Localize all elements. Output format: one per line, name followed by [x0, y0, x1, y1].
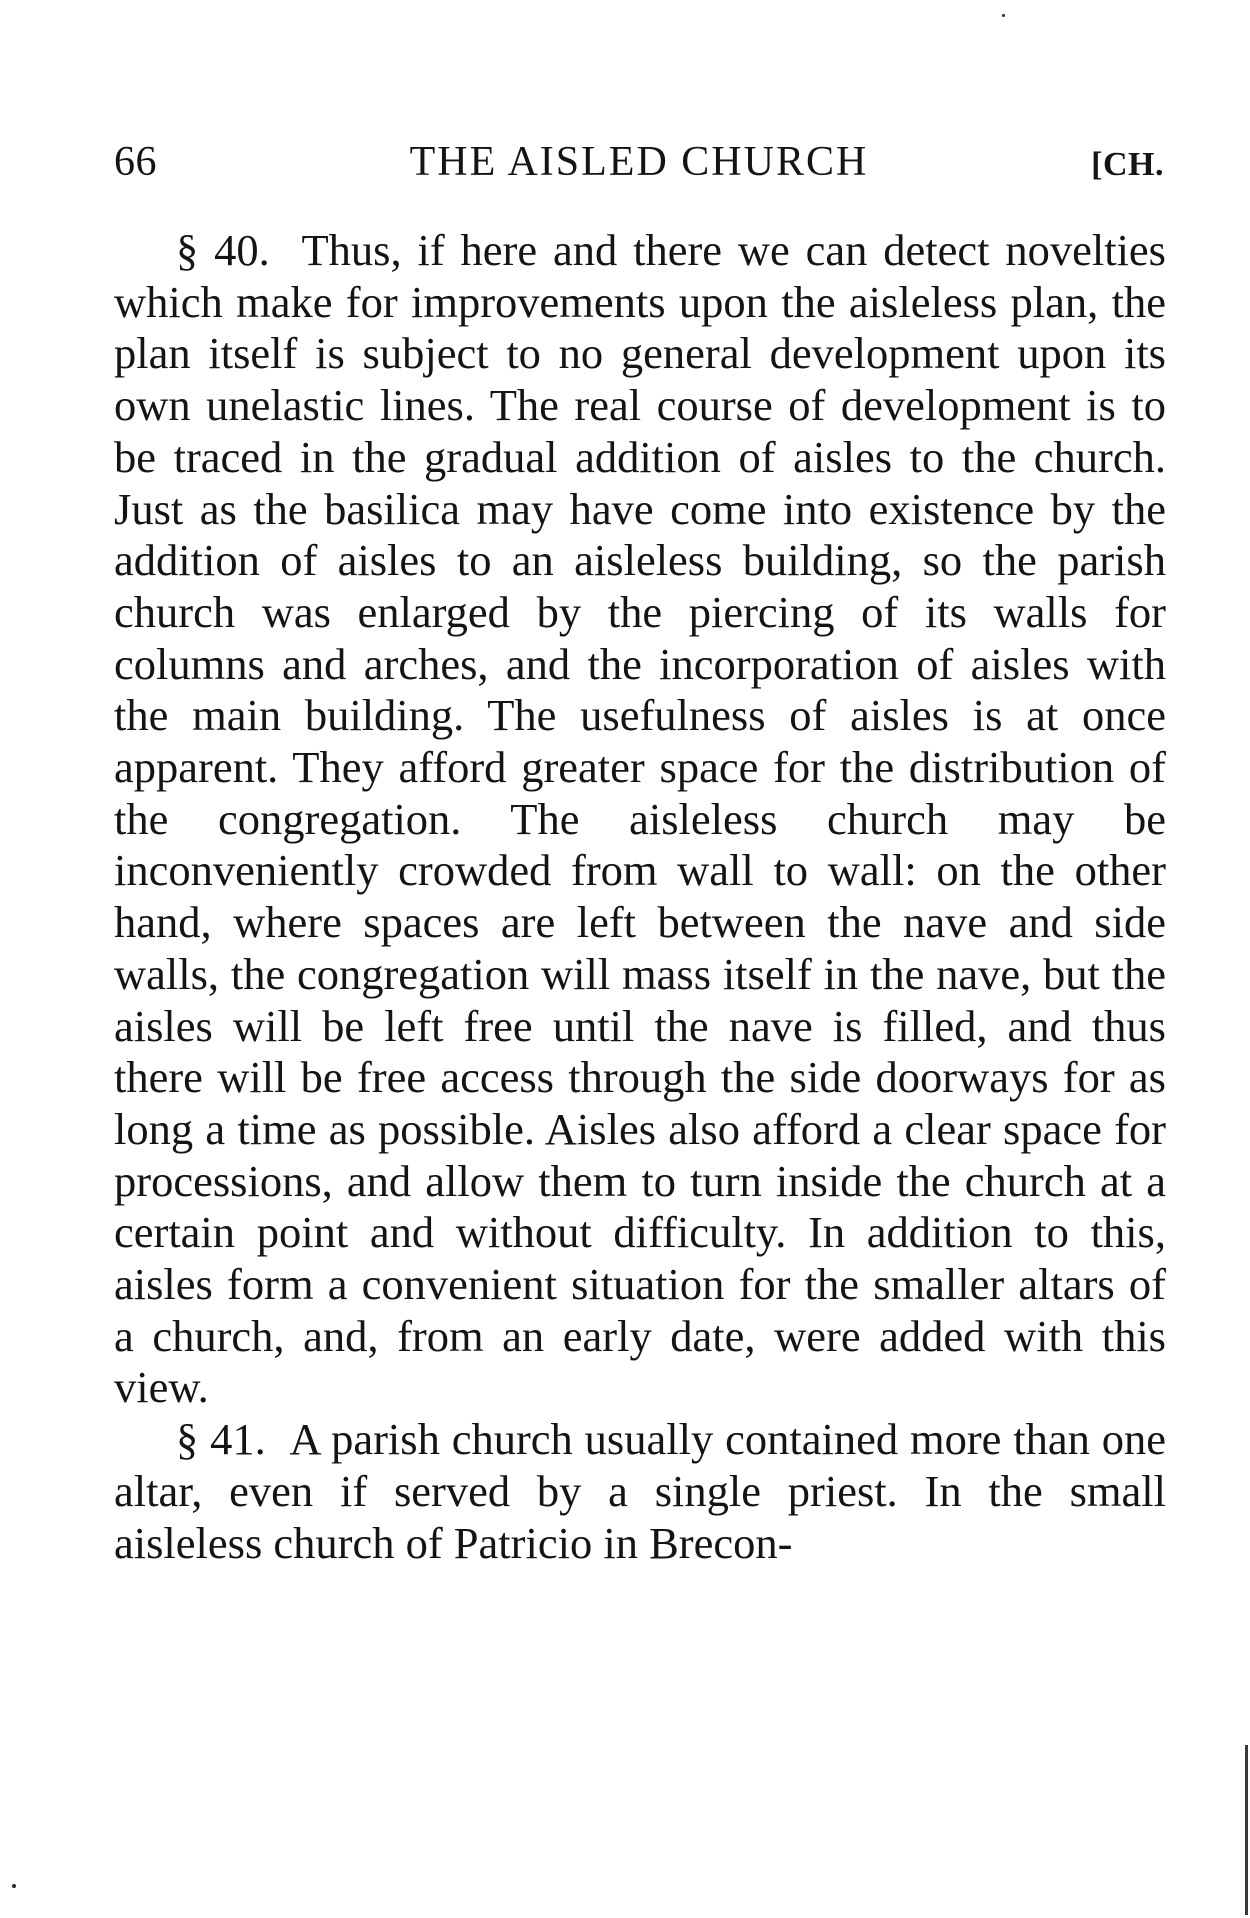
paragraph-section-40	[114, 225, 1166, 1414]
running-head	[114, 138, 1164, 188]
paragraph-section-41	[114, 1414, 1166, 1569]
body-text	[114, 225, 1166, 1569]
print-speck	[12, 1884, 16, 1888]
paragraph-text: Thus, if here and there we can detect novelties which make for improvements upon the aisleless plan, the plan itself is subject to no general development upon its own unelastic lines. The real course of development is to be traced in the gradual addition of aisles to the church. Just as the basilica may have come into existence by the addition of aisles to an aisleless building, so the parish church was enlarged by the piercing of its walls for columns and arches, and the incorporation of aisles with the main building. The usefulness of aisles is at once apparent. They afford greater space for the distribution of the congregation. The aisleless church may be inconveniently crowded from wall to wall: on the other hand, where spaces are left between the nave and side walls, the congregation will mass itself in the nave, but the aisles will be left free until the nave is filled, and thus there will be free access through the side doorways for as long a time as possible. Aisles also afford a clear space for processions, and allow them to turn inside the church at a certain point and without difficulty. In addition to this, aisles form a convenient situation for the smaller altars of a church, and, from an early date, were added with this view.	[114, 225, 1167, 1413]
page-edge-shadow	[1245, 1745, 1248, 1915]
print-speck	[1002, 14, 1005, 17]
page-number: 66	[114, 139, 157, 185]
running-title: THE AISLED CHURCH	[409, 139, 869, 185]
section-marker: § 40.	[176, 225, 270, 275]
chapter-abbreviation: [CH.	[1091, 146, 1164, 183]
paragraph-text: A parish church usually contained more than one altar, even if served by a single priest. In the small aisleless church of Patricio in Brecon-	[114, 1414, 1167, 1568]
section-marker: § 41.	[176, 1414, 266, 1465]
